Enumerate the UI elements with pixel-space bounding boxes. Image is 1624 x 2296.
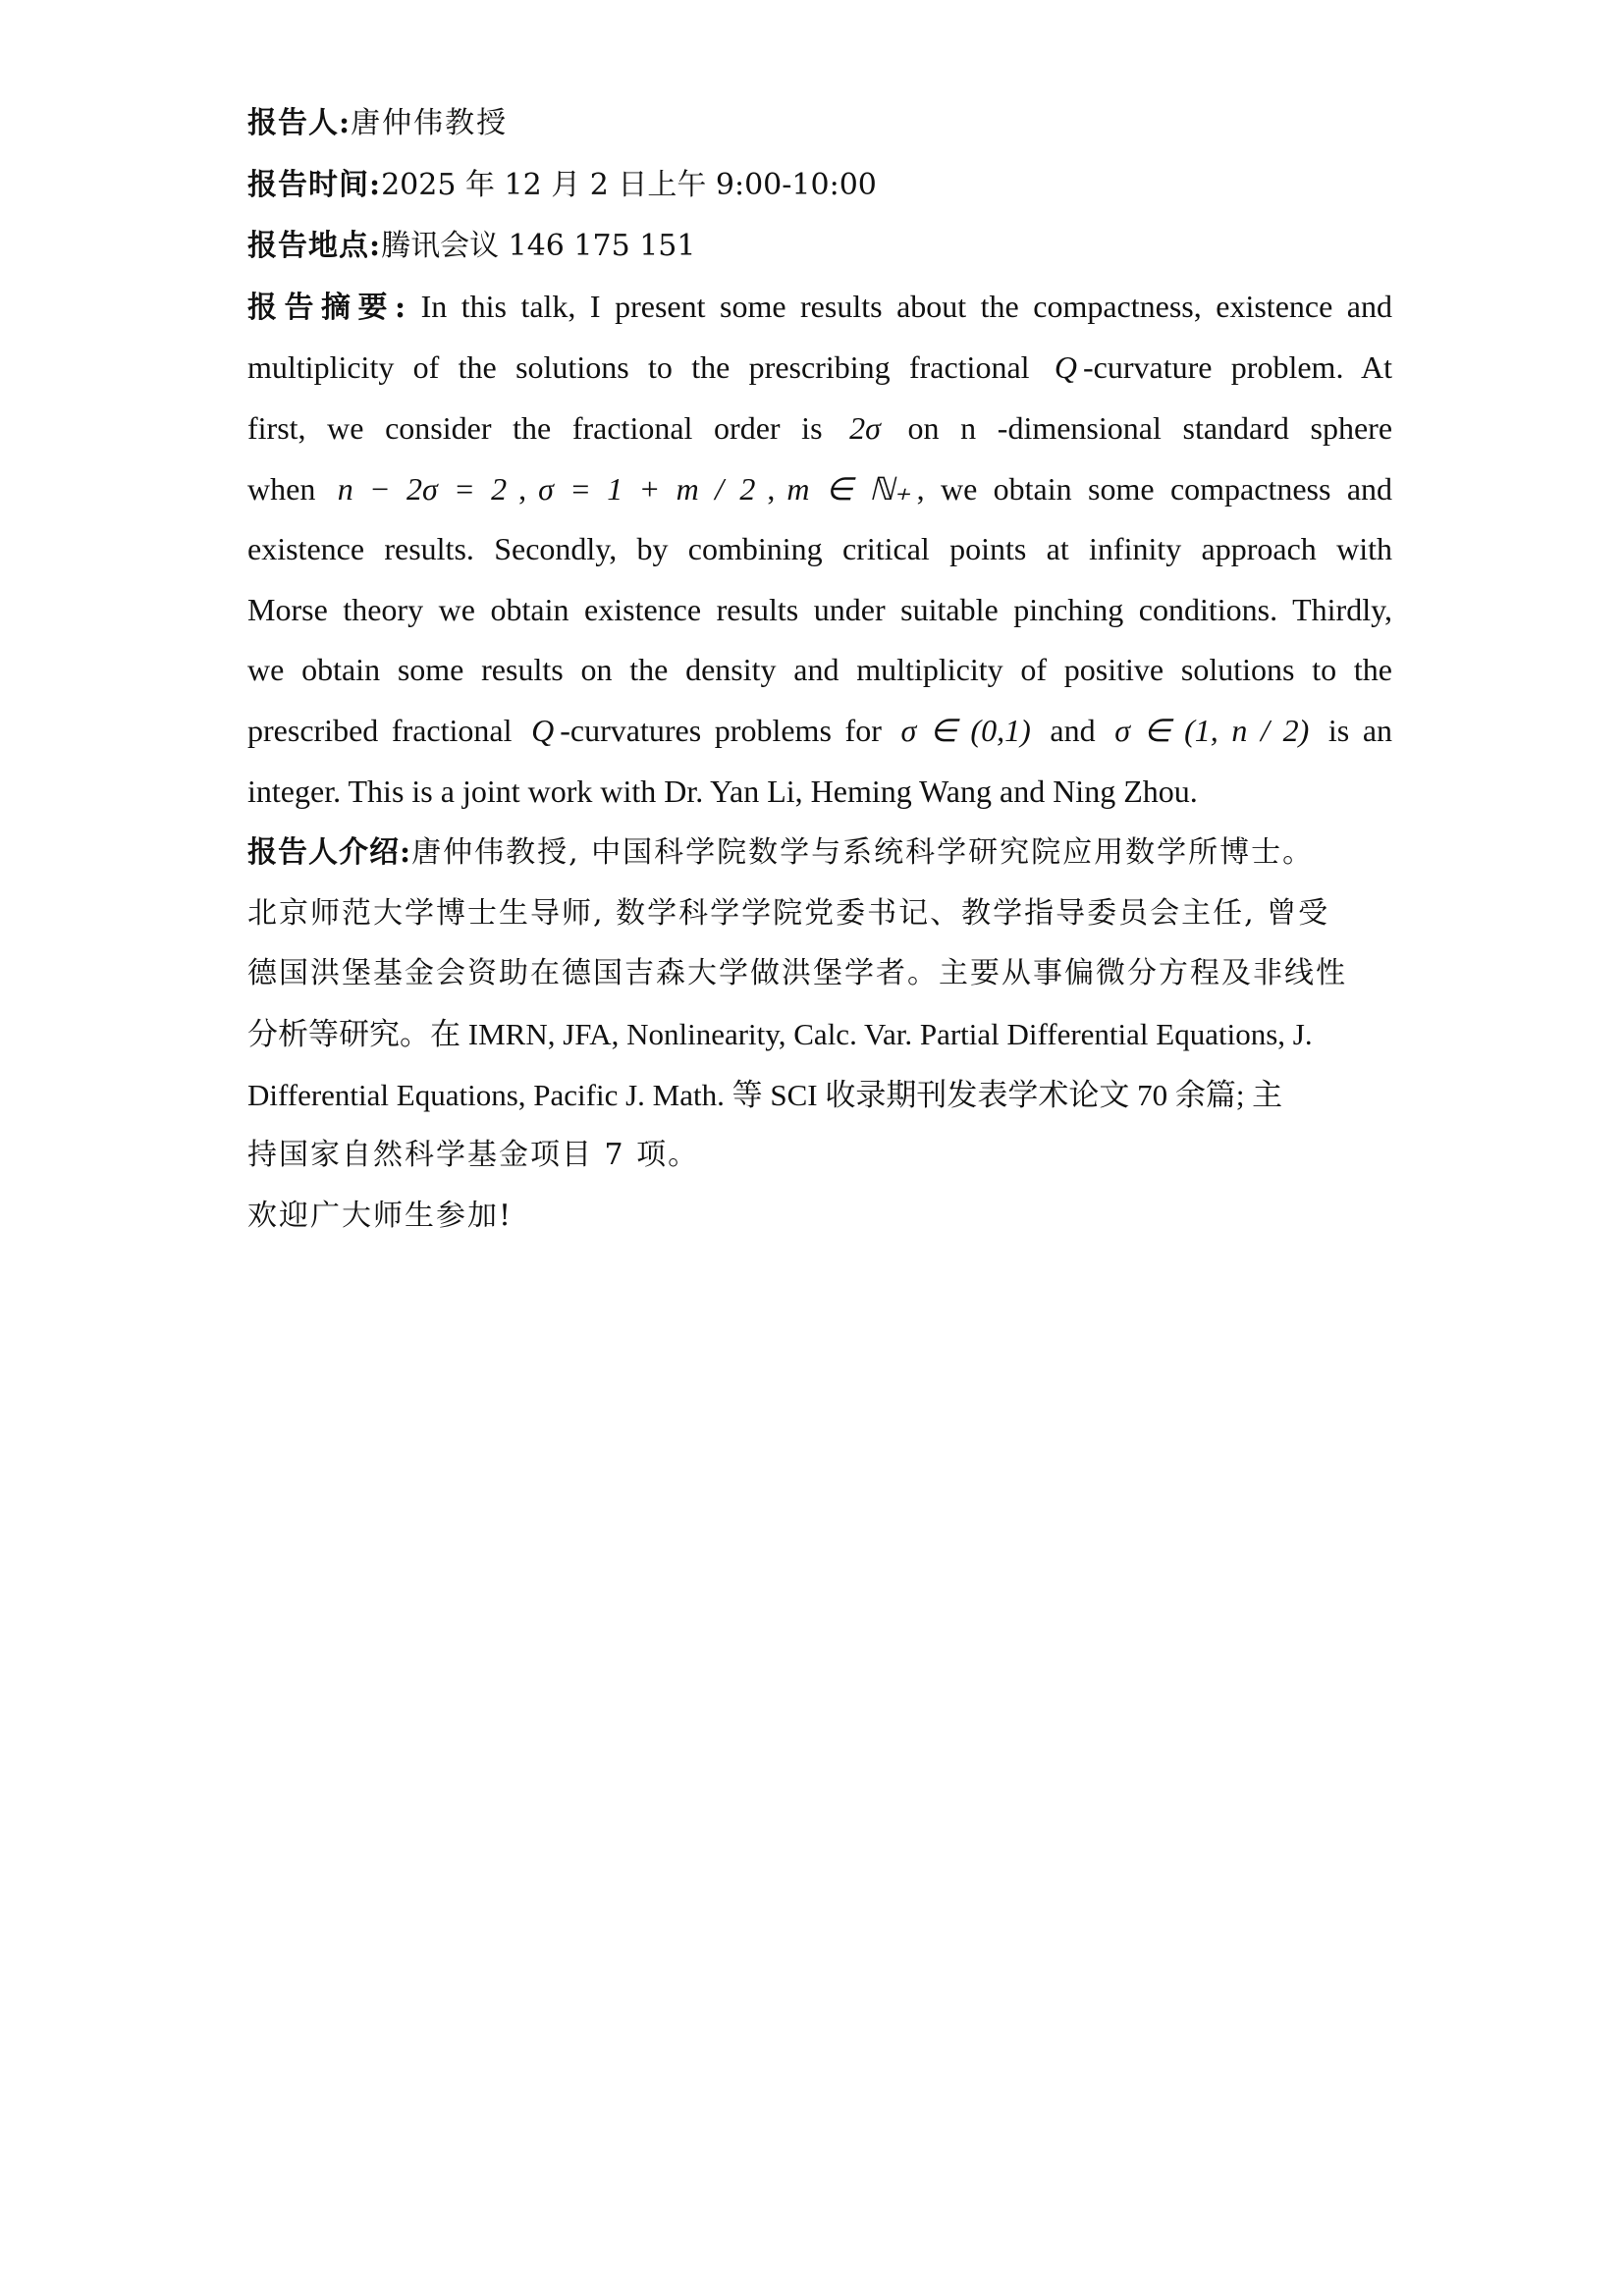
welcome-line: 欢迎广大师生参加! [247, 1198, 514, 1233]
math-range1: σ ∈ (0,1) [900, 712, 1031, 748]
abstract-line-3: first, we consider the fractional order is 2σ on n -dimensional standard sphere [247, 409, 1393, 446]
bio-line-4: 分析等研究。在 IMRN, JFA, Nonlinearity, Calc. Var. Partial Differential Equations, J. [247, 1016, 1313, 1051]
place-value: 腾讯会议 146 175 151 [381, 229, 696, 264]
time-value: 2025 年 12 月 2 日上午 9:00-10:00 [381, 167, 877, 202]
abstract-line-8: prescribed fractional Q -curvatures problems for σ ∈ (0,1) and σ ∈ (1, n / 2) is an [247, 712, 1393, 748]
math-eq3: m ∈ ℕ₊ [786, 470, 911, 507]
bio-line-2: 北京师范大学博士生导师, 数学科学学院党委书记、教学指导委员会主任, 曾受 [247, 895, 1330, 931]
math-eq2: σ = 1 + m / 2 [538, 470, 756, 507]
math-Q: Q [1054, 349, 1077, 386]
time-label: 报告时间: [247, 167, 382, 202]
announcement-body [247, 92, 1392, 1246]
bio-line-6: 持国家自然科学基金项目 7 项。 [247, 1138, 700, 1173]
place-label: 报告地点: [247, 229, 382, 264]
abstract-line-1: 报告摘要: In this talk, I present some results about the compactness, existence and [247, 288, 1392, 325]
bio-section [247, 822, 1392, 1186]
abstract-line-7: we obtain some results on the density and multiplicity of positive solutions to the [247, 652, 1392, 688]
bio-line-3: 德国洪堡基金会资助在德国吉森大学做洪堡学者。主要从事偏微分方程及非线性 [247, 956, 1347, 991]
math-two-sigma: 2σ [849, 409, 881, 446]
abstract-label: 报告摘要: [247, 290, 407, 325]
abstract-line-9: integer. This is a joint work with Dr. Yan Li, Heming Wang and Ning Zhou. [247, 773, 1198, 809]
bio-line-1: 报告人介绍:唐仲伟教授, 中国科学院数学与系统科学研究院应用数学所博士。 [247, 835, 1315, 871]
math-Q-2: Q [531, 712, 555, 748]
speaker-label: 报告人: [247, 106, 352, 140]
abstract-line-2: multiplicity of the solutions to the prescribing fractional Q -curvature problem. At [247, 349, 1393, 386]
time-line [247, 154, 1392, 216]
speaker-line [247, 92, 1392, 154]
abstract-line-6: Morse theory we obtain existence results under suitable pinching conditions. Thirdly, [247, 591, 1392, 627]
math-eq1: n − 2σ = 2 [337, 470, 508, 507]
math-range2: σ ∈ (1, n / 2) [1114, 712, 1310, 748]
speaker-name: 唐仲伟教授 [351, 106, 509, 140]
place-line [247, 215, 1392, 277]
bio-label: 报告人介绍: [247, 835, 412, 871]
abstract-section [247, 277, 1392, 822]
abstract-line-5: existence results. Secondly, by combining critical points at infinity approach with [247, 531, 1392, 567]
abstract-line-4: when n − 2σ = 2 , σ = 1 + m / 2 , m ∈ ℕ₊ , we obtain some compactness and [247, 470, 1393, 507]
bio-line-5: Differential Equations, Pacific J. Math. 等 SCI 收录期刊发表学术论文 70 余篇; 主 [247, 1077, 1283, 1112]
